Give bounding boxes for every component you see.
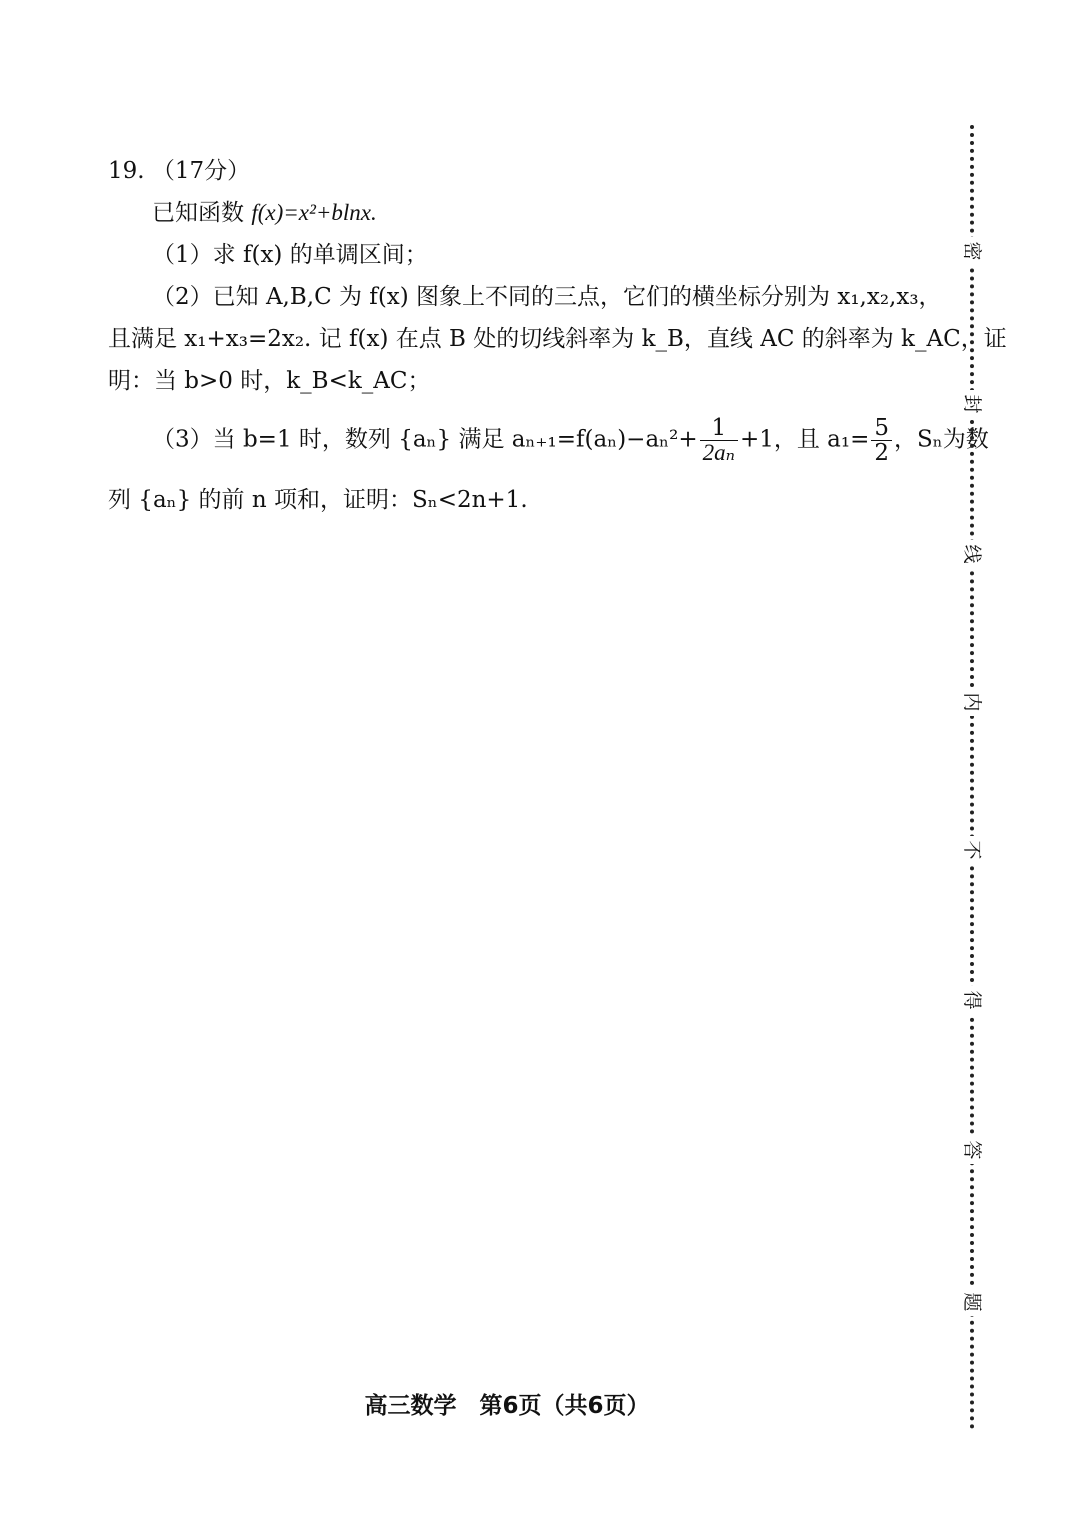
fraction-numerator: 1 [700, 416, 738, 441]
a1-numerator: 5 [871, 416, 892, 441]
part-1-label: （1） [152, 242, 213, 268]
part-3-text-2: 列 {aₙ} 的前 n 项和，证明：Sₙ<2n+1. [108, 487, 528, 513]
given-function [108, 192, 930, 234]
part-2-label: （2） [152, 284, 213, 310]
part-1 [108, 234, 930, 276]
seal-char: 线 [958, 540, 986, 568]
part-2-text-1: 已知 A,B,C 为 f(x) 图象上不同的三点，它们的横坐标分别为 x₁,x₂,x₃， [212, 284, 942, 310]
part-3-line-1 [108, 415, 989, 466]
fraction-denominator: 2aₙ [702, 440, 735, 465]
seal-char: 得 [958, 986, 986, 1014]
function-definition: f(x)=x²+blnx. [251, 200, 377, 225]
part-2-text-2: 且满足 x₁+x₃=2x₂. 记 f(x) 在点 B 处的切线斜率为 k_B，直线 AC 的斜率为 k_AC，证 [108, 326, 1007, 352]
seal-char: 内 [958, 688, 986, 716]
seal-char: 封 [958, 390, 986, 418]
problem-number: 19. [108, 158, 145, 184]
seal-dotted-line [970, 125, 978, 1430]
part-3-text-c: ，Sₙ为数 [894, 426, 989, 453]
part-3-text-a: 当 b=1 时，数列 {aₙ} 满足 aₙ₊₁=f(aₙ)−aₙ²+ [212, 426, 698, 453]
part-3-label: （3） [152, 426, 213, 453]
page-footer: 高三数学 第6页（共6页） [364, 1393, 650, 1419]
part-3-line-2 [108, 479, 930, 521]
part-2-line-2 [108, 318, 1007, 360]
seal-char: 题 [958, 1288, 986, 1316]
problem-19 [108, 150, 1007, 521]
part-3-text-b: +1，且 a₁= [739, 426, 870, 453]
fraction-one-over-2an [700, 416, 738, 465]
seal-char: 密 [958, 237, 986, 265]
a1-denominator: 2 [874, 440, 889, 466]
part-2-line-1 [108, 276, 942, 318]
part-2-line-3 [108, 360, 930, 402]
given-prefix: 已知函数 [152, 200, 244, 226]
seal-char: 答 [958, 1136, 986, 1164]
problem-header [108, 150, 930, 192]
part-2-text-3: 明：当 b>0 时，k_B<k_AC； [108, 368, 431, 394]
problem-score: （17分） [151, 158, 251, 184]
seal-char: 不 [958, 836, 986, 864]
part-1-text: 求 f(x) 的单调区间； [212, 242, 428, 268]
fraction-five-halves [871, 416, 892, 465]
